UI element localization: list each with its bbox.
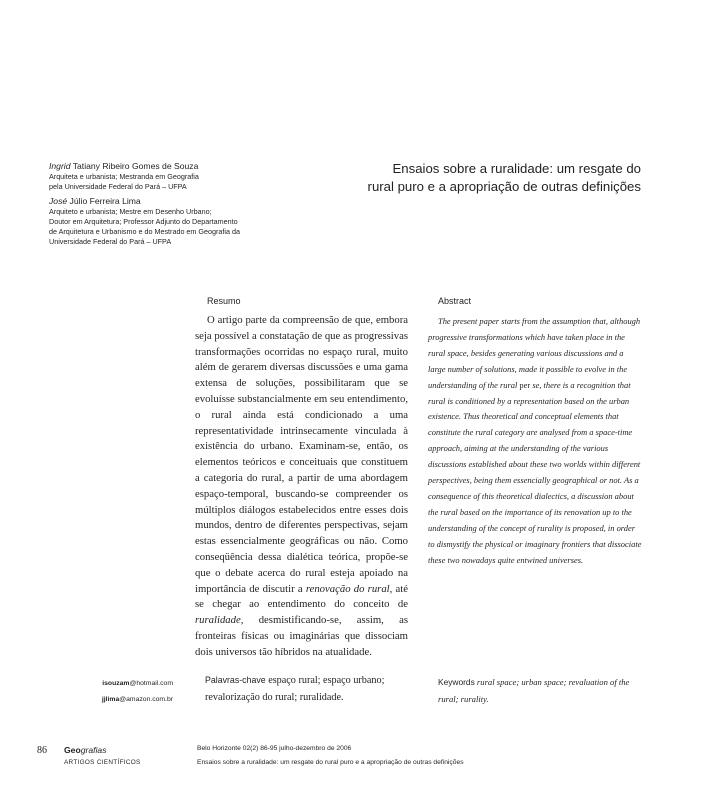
author-affiliation-line: pela Universidade Federal do Pará – UFPA xyxy=(49,182,187,191)
abstract-heading: Abstract xyxy=(438,296,472,306)
author-name: Ingrid Tatiany Ribeiro Gomes de Souza xyxy=(49,161,199,171)
abstract-body: The present paper starts from the assumption that, although progressive transformations which have taken place in the rural space, besides generating various discussions and a large number of solutions, made it possible to evolve in the understanding of the rural per se, there is a recognition that rural is conditioned by a representation based on the urban existence. Thus theoretical and conceptual elements that constitute the rural category are analysed from a space-time approach, aiming at the understanding of the various discussions established about these two worlds within different perspectives, being them essencially geographical or not. As a consequence of this theoretical dialectics, a discussion about the rural based on the importance of its renovation up to the understanding of the concept of rurality is proposed, in order to dismystify the physical or imaginary frontiers that dissociate these two nowadays quite entwined universes. xyxy=(428,316,642,565)
author-affiliation-line: Universidade Federal do Pará – UFPA xyxy=(49,237,172,246)
author-affiliation-line: de Arquitetura e Urbanismo e do Mestrado em Geografia da xyxy=(49,227,240,236)
article-title: Ensaios sobre a ruralidade: um resgate do rural puro e a apropriação de outras definições xyxy=(367,161,641,194)
author-block xyxy=(49,161,269,247)
keywords-pt: Palavras-chave espaço rural; espaço urbano; revalorização do rural; ruralidade. xyxy=(205,675,385,703)
author-affiliation-line: Arquiteta e urbanista; Mestranda em Geografia xyxy=(49,172,199,181)
author-emails xyxy=(60,676,173,708)
running-title: Ensaios sobre a ruralidade: um resgate do rural puro e a apropriação de outras definições xyxy=(197,759,464,766)
page-number: 86 xyxy=(37,745,47,756)
email-link[interactable]: isouzam@hotmail.com xyxy=(102,680,173,687)
author-affiliation-line: Doutor em Arquitetura; Professor Adjunto do Departamento xyxy=(49,217,238,226)
email-link[interactable]: jjlima@amazon.com.br xyxy=(101,696,173,703)
keywords-en: Keywords rural space; urban space; revaluation of the rural; rurality. xyxy=(438,677,630,704)
volume-info: Belo Horizonte 02(2) 86-95 julho-dezembro de 2006 xyxy=(197,745,352,752)
journal-name: Geografias xyxy=(64,745,107,755)
section-label: ARTIGOS CIENTÍFICOS xyxy=(64,759,141,766)
resumo-heading: Resumo xyxy=(207,296,241,306)
author-name: José Júlio Ferreira Lima xyxy=(49,196,141,206)
resumo-body: O artigo parte da compreensão de que, embora seja possível a constatação de que as progressivas transformações ocorridas no espaço rural, muito além de gerarem diversas discussões e uma gama extensa de soluções, possibilitaram que se evoluísse substancialmente em seu entendimento, o rural ainda está condicionado a uma representatividade intrinsecamente vinculada à existência do urbano. Examinam-se, então, os elementos teóricos e conceituais que constituem a categoria do rural, a partir de uma abordagem espaço-temporal, buscando-se compreender os múltiplos diálogos estabelecidos entre esses dois mundos, dentro de diferentes perspectivas, sejam estas essencialmente geográficas ou não. Como conseqüência dessa dialética teórica, propõe-se que o debate acerca do rural esteja apoiado na importância de discutir a renovação do rural, até se chegar ao entendimento do conceito de ruralidade, desmistificando-se, assim, as fronteiras físicas ou imaginárias que dissociam dois universos tão híbridos na atualidade. xyxy=(195,314,409,658)
author-affiliation-line: Arquiteto e urbanista; Mestre em Desenho Urbano; xyxy=(49,207,212,216)
